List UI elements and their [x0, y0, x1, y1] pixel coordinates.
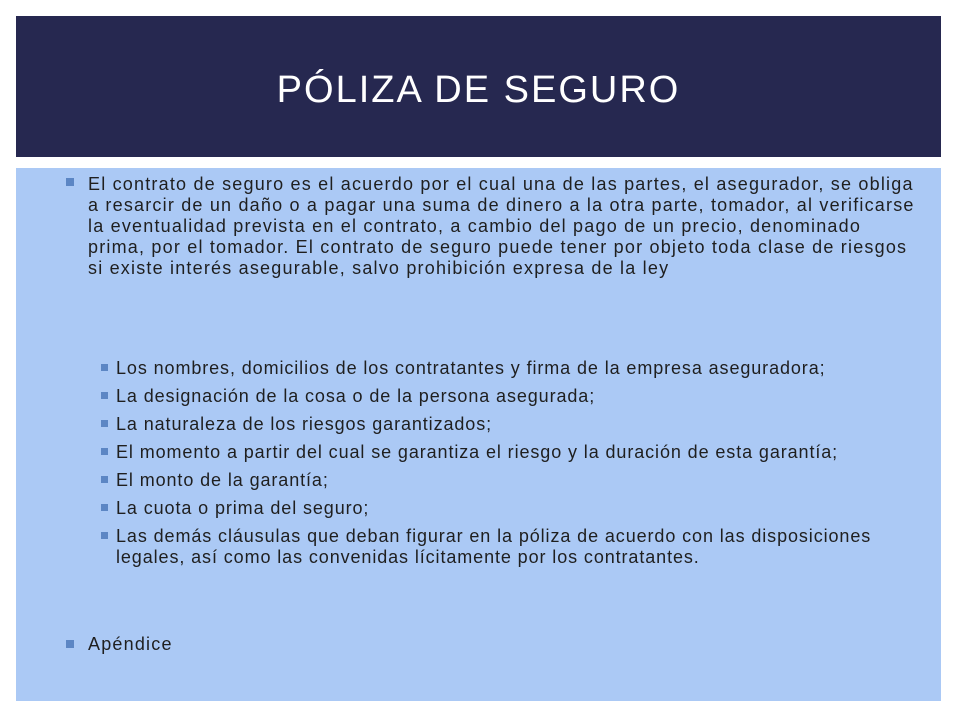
slide-title: PÓLIZA DE SEGURO [276, 69, 681, 111]
square-bullet-icon [66, 640, 74, 648]
square-bullet-icon [101, 532, 108, 539]
square-bullet-icon [101, 476, 108, 483]
list-item-text: La designación de la cosa o de la persona asegurada; [116, 386, 596, 406]
list-item-text: El momento a partir del cual se garantiza el riesgo y la duración de esta garantía; [116, 442, 839, 462]
appendix-text: Apéndice [88, 634, 173, 654]
square-bullet-icon [101, 420, 108, 427]
list-item-text: Los nombres, domicilios de los contratantes y firma de la empresa aseguradora; [116, 358, 826, 378]
square-bullet-icon [66, 178, 74, 186]
main-paragraph [88, 174, 918, 279]
title-bar [16, 16, 941, 157]
square-bullet-icon [101, 364, 108, 371]
square-bullet-icon [101, 392, 108, 399]
list-item-text: Las demás cláusulas que deban figurar en la póliza de acuerdo con las disposiciones legales, así como las convenidas lícitamente por los contratantes. [116, 526, 872, 567]
list-item-text: La cuota o prima del seguro; [116, 498, 370, 518]
square-bullet-icon [101, 448, 108, 455]
list-item [116, 414, 916, 435]
list-item [116, 498, 916, 519]
list-item-text: La naturaleza de los riesgos garantizados; [116, 414, 493, 434]
list-item [116, 526, 916, 568]
square-bullet-icon [101, 504, 108, 511]
list-item [116, 442, 916, 463]
list-item-text: El monto de la garantía; [116, 470, 329, 490]
content-box [16, 168, 941, 701]
requirements-list [116, 358, 916, 575]
list-item [116, 470, 916, 491]
main-paragraph-text: El contrato de seguro es el acuerdo por el cual una de las partes, el asegurador, se obliga a resarcir de un daño o a pagar una suma de dinero a la otra parte, tomador, al verificarse la eventualidad prevista en el contrato, a cambio del pago de un precio, denominado prima, por el tomador. El contrato de seguro puede tener por objeto toda clase de riesgos si existe interés asegurable, salvo prohibición expresa de la ley [88, 174, 915, 278]
list-item [116, 386, 916, 407]
content-area [16, 168, 941, 701]
list-item [116, 358, 916, 379]
